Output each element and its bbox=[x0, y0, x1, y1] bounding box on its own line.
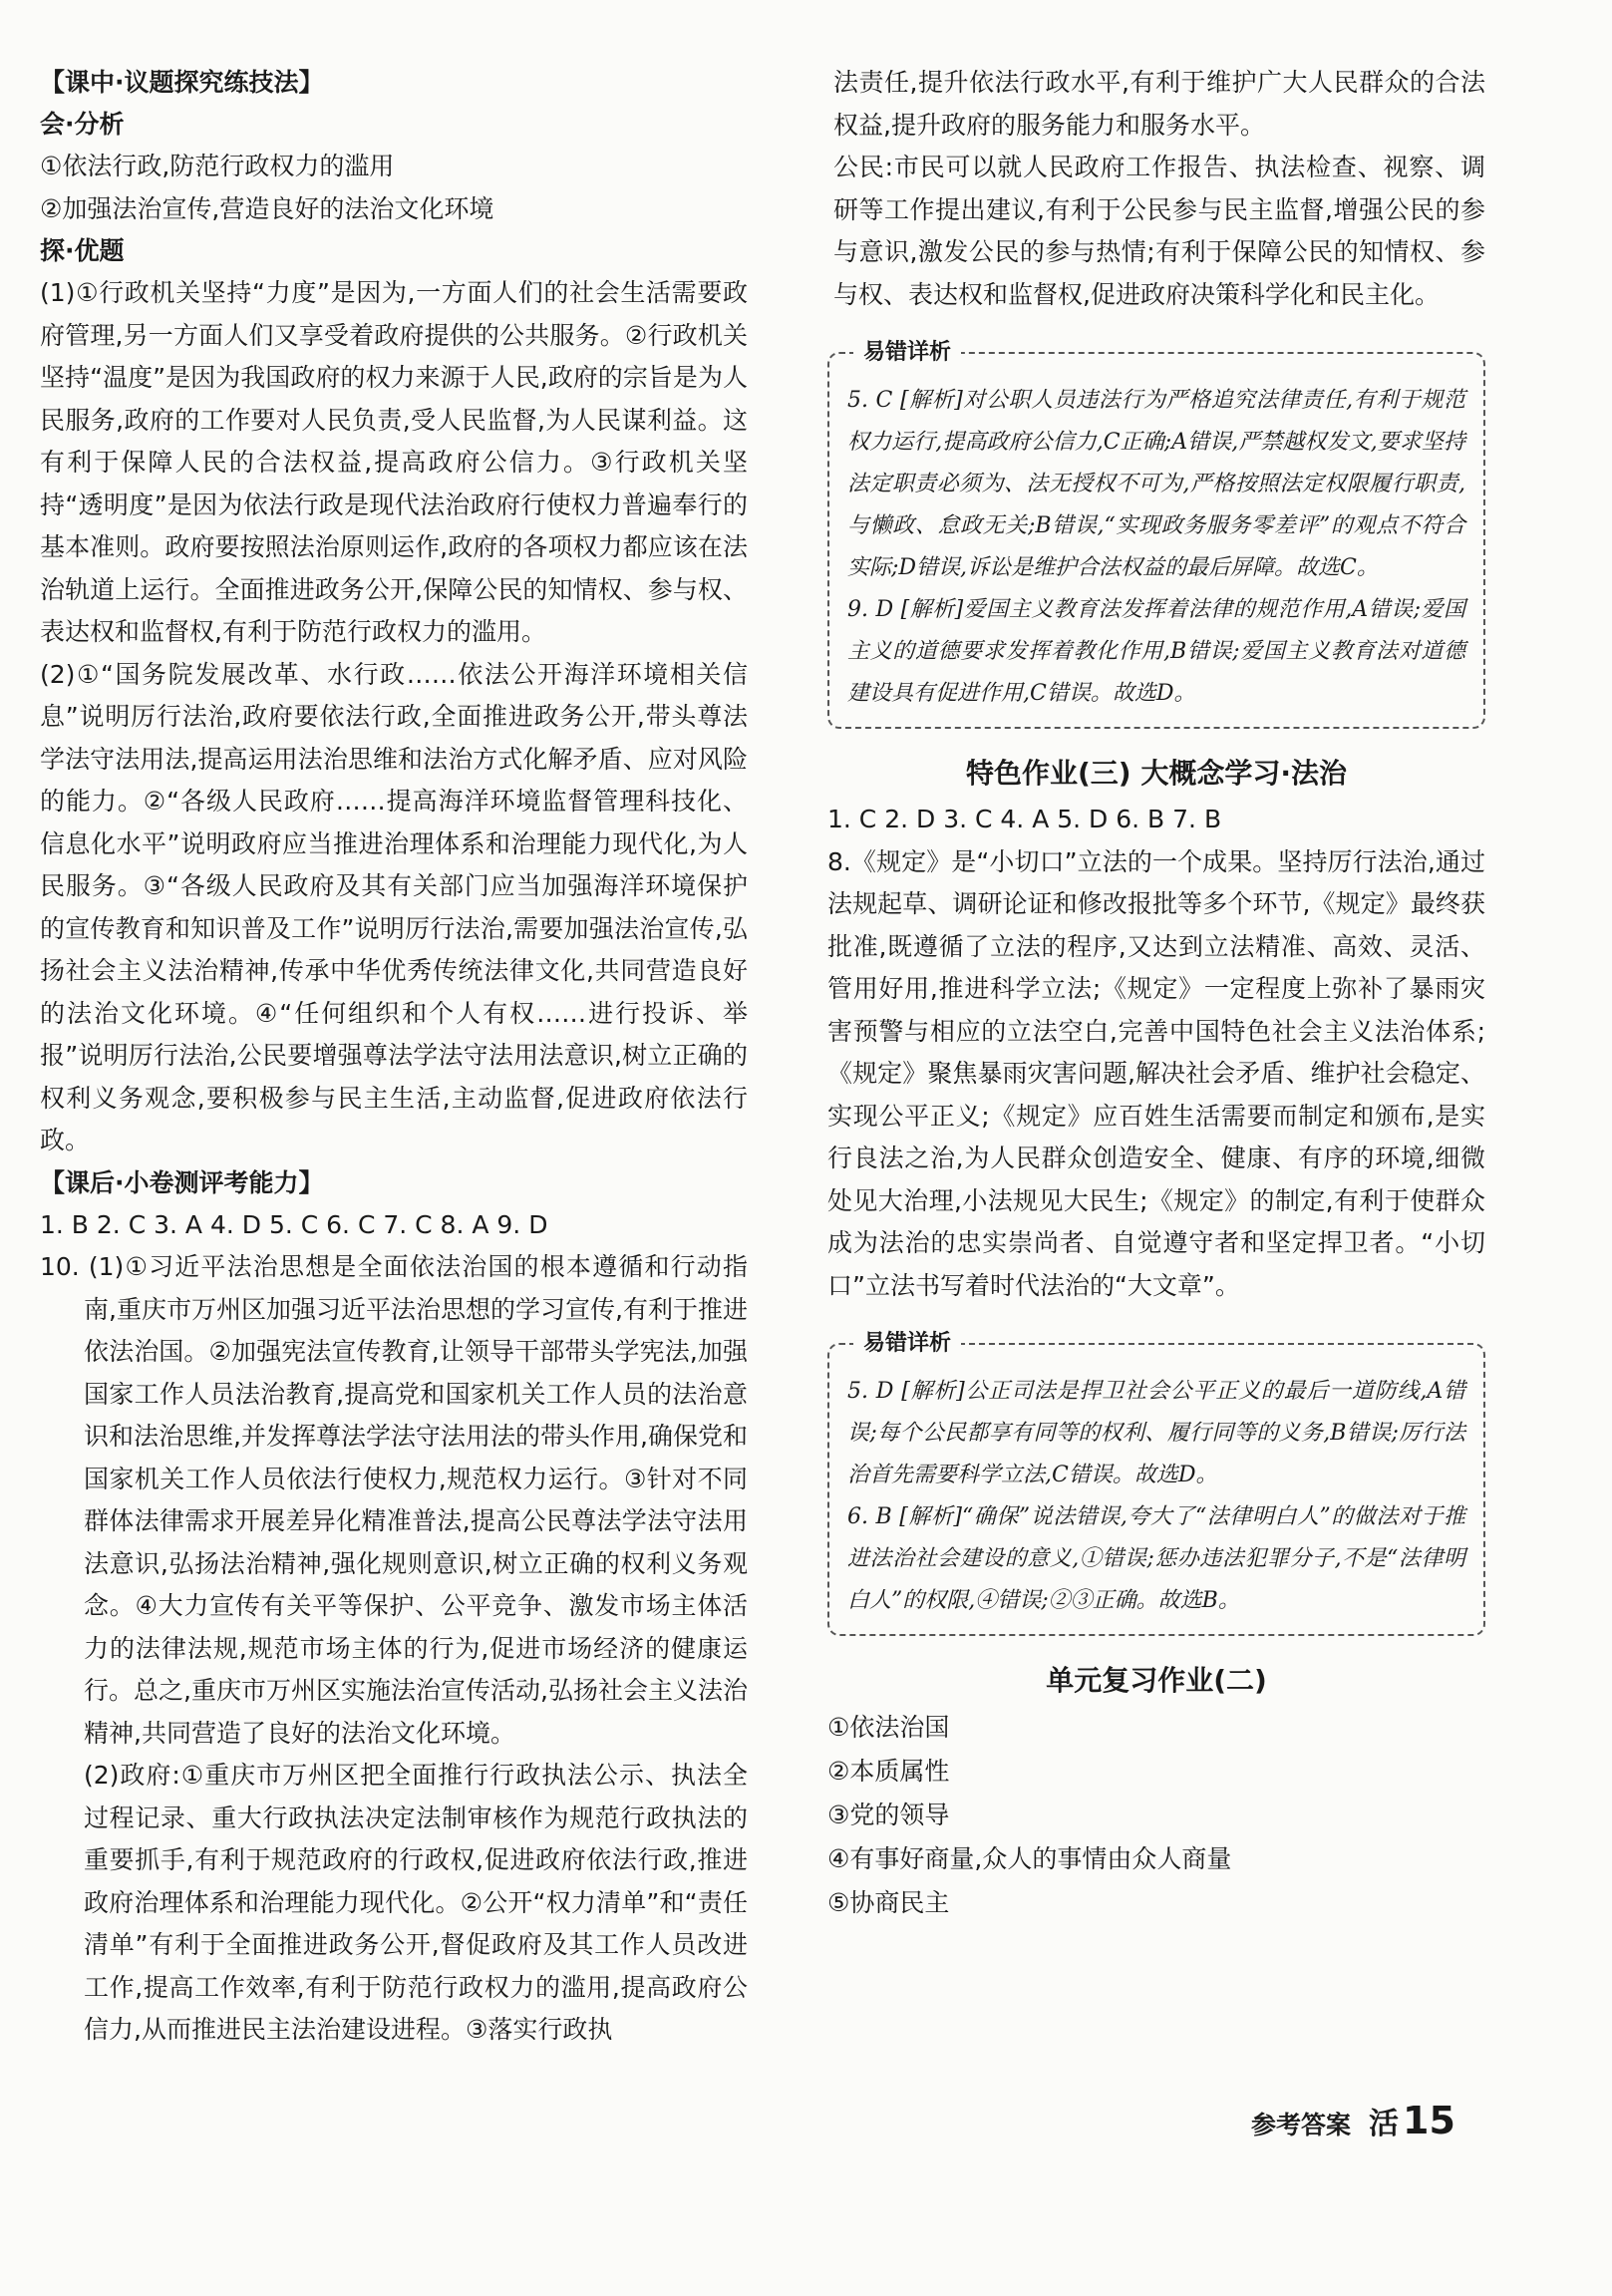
answer-paragraph: 8.《规定》是“小切口”立法的一个成果。坚持厉行法治,通过法规起草、调研论证和修改报批等多个环节,《规定》最终获批准,既遵循了立法的程序,又达到立法精准、高效、灵活、管用好用,推进科学立法;《规定》一定程度上弥补了暴雨灾害预警与相应的立法空白,完善中国特色社会主义法治体系;《规定》聚焦暴雨灾害问题,解决社会矛盾、维护社会稳定、实现公平正义;《规定》应百姓生活需要而制定和颁布,是实行良法之治,为人民群众创造安全、健康、有序的环境,细微处见大治理,小法规见大民生;《规定》的制定,有利于使群众成为法治的忠实崇尚者、自觉遵守者和坚定捍卫者。“小切口”立法书写着时代法治的“大文章”。 bbox=[827, 846, 1485, 1300]
left-column bbox=[40, 62, 748, 2052]
analysis-item: 5. C [解析]对公职人员违法行为严格追究法律责任,有利于规范权力运行,提高政府公信力,C正确;A错误,严禁越权发文,要求坚持法定职责必须为、法无授权不可为,严格按照法定权限履行职责,与懒政、怠政无关;B错误,“实现政务服务零差评”的观点不符合实际;D错误,诉讼是维护合法权益的最后屏障。故选C。 bbox=[847, 388, 1465, 580]
page-footer bbox=[1251, 2099, 1455, 2142]
list-item: ⑤协商民主 bbox=[827, 1888, 950, 1917]
list-item: ③党的领导 bbox=[827, 1801, 950, 1829]
answer-paragraph: (2)①“国务院发展改革、水行政……依法公开海洋环境相关信息”说明厉行法治,政府要依法行政,全面推进政务公开,带头尊法学法守法用法,提高运用法治思维和法治方式化解矛盾、应对风险的能力。②“各级人民政府……提高海洋环境监督管理科技化、信息化水平”说明政府应当推进治理体系和治理能力现代化,为人民服务。③“各级人民政府及其有关部门应当加强海洋环境保护的宣传教育和知识普及工作”说明厉行法治,需要加强法治宣传,弘扬社会主义法治精神,传承中华优秀传统法律文化,共同营造良好的法治文化环境。④“任何组织和个人有权……进行投诉、举报”说明厉行法治,公民要增强尊法学法守法用法意识,树立正确的权利义务观念,要积极参与民主生活,主动监督,促进政府依法行政。 bbox=[40, 659, 748, 1154]
box-label: 易错详析 bbox=[853, 337, 961, 369]
subheading-analysis: 会·分析 bbox=[40, 110, 125, 139]
section-title: 特色作业(三) 大概念学习·法治 bbox=[966, 757, 1347, 790]
choice-answers: 1. C 2. D 3. C 4. A 5. D 6. B 7. B bbox=[827, 805, 1222, 833]
footer-label: 参考答案 bbox=[1251, 2111, 1352, 2139]
analysis-item: 9. D [解析]爱国主义教育法发挥着法律的规范作用,A错误;爱国主义的道德要求发挥着教化作用,B错误;爱国主义教育法对道德建设具有促进作用,C错误。故选D。 bbox=[847, 597, 1465, 706]
list-item: ④有事好商量,众人的事情由众人商量 bbox=[827, 1844, 1232, 1873]
section-heading-after-class: 【课后·小卷测评考能力】 bbox=[40, 1167, 324, 1197]
answer-paragraph: 法责任,提升依法行政水平,有利于维护广大人民群众的合法权益,提升政府的服务能力和服务水平。 bbox=[833, 68, 1485, 140]
choice-answers: 1. B 2. C 3. A 4. D 5. C 6. C 7. C 8. A 9. D bbox=[40, 1209, 548, 1239]
page-number: 15 bbox=[1403, 2099, 1455, 2142]
error-analysis-box bbox=[827, 340, 1485, 729]
answer-line: ②加强法治宣传,营造良好的法治文化环境 bbox=[40, 193, 494, 223]
list-item: ①依法治国 bbox=[827, 1713, 950, 1742]
section-heading-in-class: 【课中·议题探究练技法】 bbox=[40, 68, 324, 97]
answer-paragraph: 10. (1)①习近平法治思想是全面依法治国的根本遵循和行动指南,重庆市万州区加强习近平法治思想的学习宣传,有利于推进依法治国。②加强宪法宣传教育,让领导干部带头学宪法,加强国家工作人员法治教育,提高党和国家机关工作人员的法治意识和法治思维,并发挥尊法学法守法用法的带头作用,确保党和国家机关工作人员依法行使权力,规范权力运行。③针对不同群体法律需求开展差异化精准普法,提高公民尊法学法守法用法意识,弘扬法治精神,强化规则意识,树立正确的权利义务观念。④大力宣传有关平等保护、公平竞争、激发市场主体活力的法律法规,规范市场主体的行为,促进市场经济的健康运行。总之,重庆市万州区实施法治宣传活动,弘扬社会主义法治精神,共同营造了良好的法治文化环境。 bbox=[40, 1252, 748, 1748]
answer-line: ①依法行政,防范行政权力的滥用 bbox=[40, 152, 395, 180]
right-column bbox=[827, 62, 1485, 1925]
answer-paragraph: 公民:市民可以就人民政府工作报告、执法检查、视察、调研等工作提出建议,有利于公民参与民主监督,增强公民的参与意识,激发公民的参与热情;有利于保障公民的知情权、参与权、表达权和监督权,促进政府决策科学化和民主化。 bbox=[833, 153, 1485, 309]
list-item: ②本质属性 bbox=[827, 1757, 950, 1786]
analysis-item: 5. D [解析]公正司法是捍卫社会公平正义的最后一道防线,A错误;每个公民都享有同等的权利、履行同等的义务,B错误;厉行法治首先需要科学立法,C错误。故选D。 bbox=[847, 1379, 1465, 1487]
answer-paragraph: (1)①行政机关坚持“力度”是因为,一方面人们的社会生活需要政府管理,另一方面人们又享受着政府提供的公共服务。②行政机关坚持“温度”是因为我国政府的权力来源于人民,政府的宗旨是为人民服务,政府的工作要对人民负责,受人民监督,为人民谋利益。这有利于保障人民的合法权益,提高政府公信力。③行政机关坚持“透明度”是因为依法行政是现代法治政府行使权力普遍奉行的基本准则。政府要按照法治原则运作,政府的各项权力都应该在法治轨道上运行。全面推进政务公开,保障公民的知情权、参与权、表达权和监督权,有利于防范行政权力的滥用。 bbox=[40, 278, 748, 646]
section-title: 单元复习作业(二) bbox=[1046, 1664, 1267, 1697]
analysis-item: 6. B [解析]“确保”说法错误,夸大了“法律明白人”的做法对于推进法治社会建设的意义,①错误;惩办违法犯罪分子,不是“法律明白人”的权限,④错误;②③正确。故选B。 bbox=[847, 1504, 1465, 1613]
box-label: 易错详析 bbox=[853, 1328, 961, 1360]
answer-paragraph: (2)政府:①重庆市万州区把全面推行行政执法公示、执法全过程记录、重大行政执法决定法制审核作为规范行政执法的重要抓手,有利于规范政府的行政权,促进政府依法行政,推进政府治理体系和治理能力现代化。②公开“权力清单”和“责任清单”有利于全面推进政务公开,督促政府及其工作人员改进工作,提高工作效率,有利于防范行政权力的滥用,提高政府公信力,从而推进民主法治建设进程。③落实行政执 bbox=[84, 1761, 748, 2044]
error-analysis-box bbox=[827, 1331, 1485, 1636]
footer-brand: 活 bbox=[1369, 2107, 1400, 2141]
subheading-explore: 探·优题 bbox=[40, 236, 125, 265]
